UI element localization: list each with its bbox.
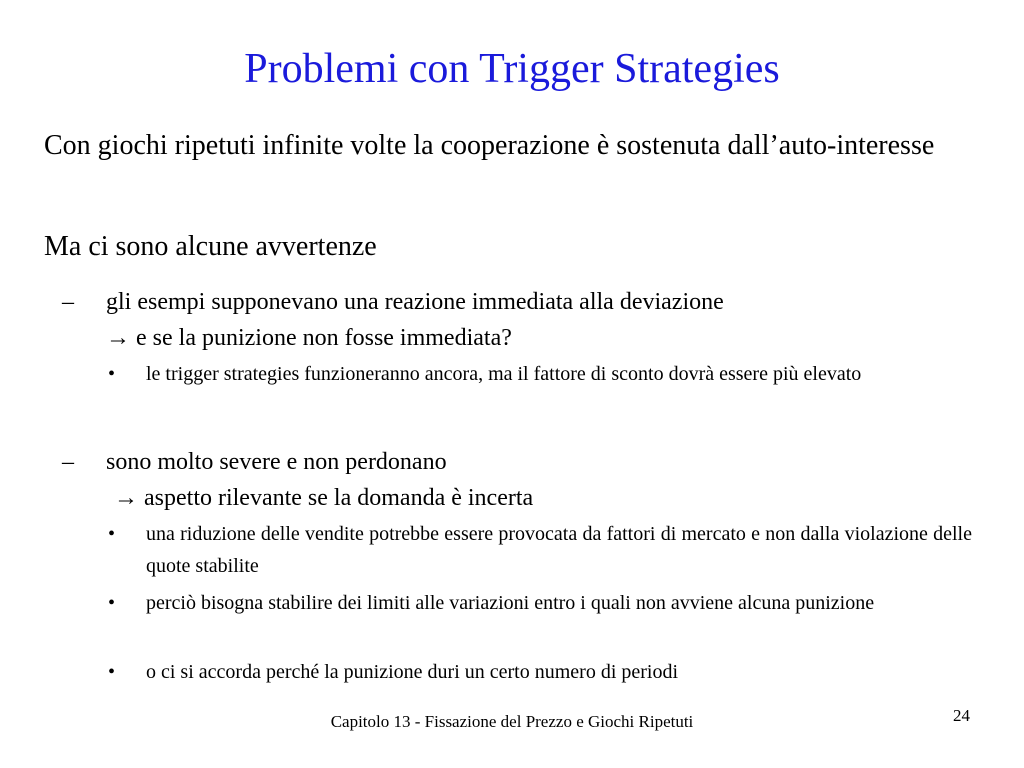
bullet-icon: • <box>108 592 116 614</box>
slide-title: Problemi con Trigger Strategies <box>244 46 780 92</box>
dash-marker: – <box>62 449 74 475</box>
dash-marker: – <box>62 289 74 315</box>
point-text: sono molto severe e non perdonano <box>106 449 447 475</box>
bullet-text: perciò bisogna stabilire dei limiti alle variazioni entro i quali non avviene alcuna punizione <box>146 592 875 614</box>
point-text: gli esempi supponevano una reazione immediata alla deviazione <box>106 289 724 315</box>
slide-footer: Capitolo 13 - Fissazione del Prezzo e Giochi Ripetuti <box>330 712 694 731</box>
bullet-icon: • <box>108 363 116 385</box>
arrow-demand-line: → aspetto rilevante se la domanda è incerta <box>114 485 534 511</box>
bullet-text: o ci si accorda perché la punizione duri un certo numero di periodi <box>146 661 679 683</box>
bullet-icon: • <box>108 661 116 683</box>
bullet-icon: • <box>108 523 116 545</box>
bullet-text: le trigger strategies funzioneranno ancora, ma il fattore di sconto dovrà essere più elevato <box>146 363 862 385</box>
paragraph-repeated-games: Con giochi ripetuti infinite volte la cooperazione è sostenuta dall’auto-interesse <box>44 130 935 161</box>
bullet-text: una riduzione delle vendite potrebbe essere provocata da fattori di mercato e non dalla violazione delle quote stabilite <box>146 523 972 577</box>
paragraph-warnings: Ma ci sono alcune avvertenze <box>44 231 377 262</box>
arrow-question-line: → e se la punizione non fosse immediata? <box>106 325 512 351</box>
page-number: 24 <box>953 706 970 725</box>
